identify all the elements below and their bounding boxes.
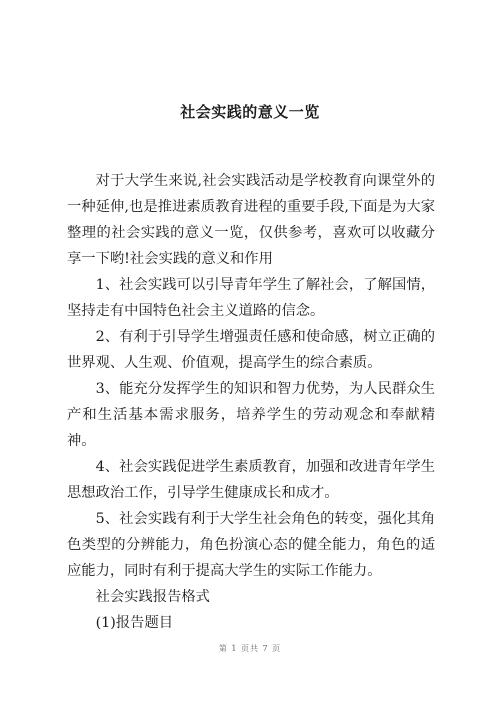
paragraph-intro: 对于大学生来说,社会实践活动是学校教育向课堂外的一种延伸,也是推进素质教育进程的重要手段,下面是为大家整理的社会实践的意义一览，仅供参考，喜欢可以收藏分享一下哟!社会实践的意义和作用	[67, 173, 435, 267]
paragraph-report-title: (1)报告题目	[95, 615, 174, 631]
paragraph-point-1: 1、社会实践可以引导青年学生了解社会，了解国情，坚持走有中国特色社会主义道路的信念。	[67, 277, 435, 319]
section-heading-report-format: 社会实践报告格式	[95, 589, 210, 605]
paragraph-point-5: 5、社会实践有利于大学生社会角色的转变，强化其角色类型的分辨能力，角色扮演心态的健全能力，角色的适应能力，同时有利于提高大学生的实际工作能力。	[67, 511, 435, 579]
document-title: 社会实践的意义一览	[180, 103, 320, 121]
paragraph-point-3: 3、能充分发挥学生的知识和智力优势，为人民群众生产和生活基本需求服务，培养学生的劳动观念和奉献精神。	[67, 381, 435, 449]
document-body	[67, 168, 435, 636]
page-number-footer: 第 1 页共 7 页	[218, 644, 282, 653]
paragraph-point-4: 4、社会实践促进学生素质教育，加强和改进青年学生思想政治工作，引导学生健康成长和成才。	[67, 459, 435, 501]
paragraph-point-2: 2、有利于引导学生增强责任感和使命感，树立正确的世界观、人生观、价值观，提高学生的综合素质。	[67, 329, 435, 371]
